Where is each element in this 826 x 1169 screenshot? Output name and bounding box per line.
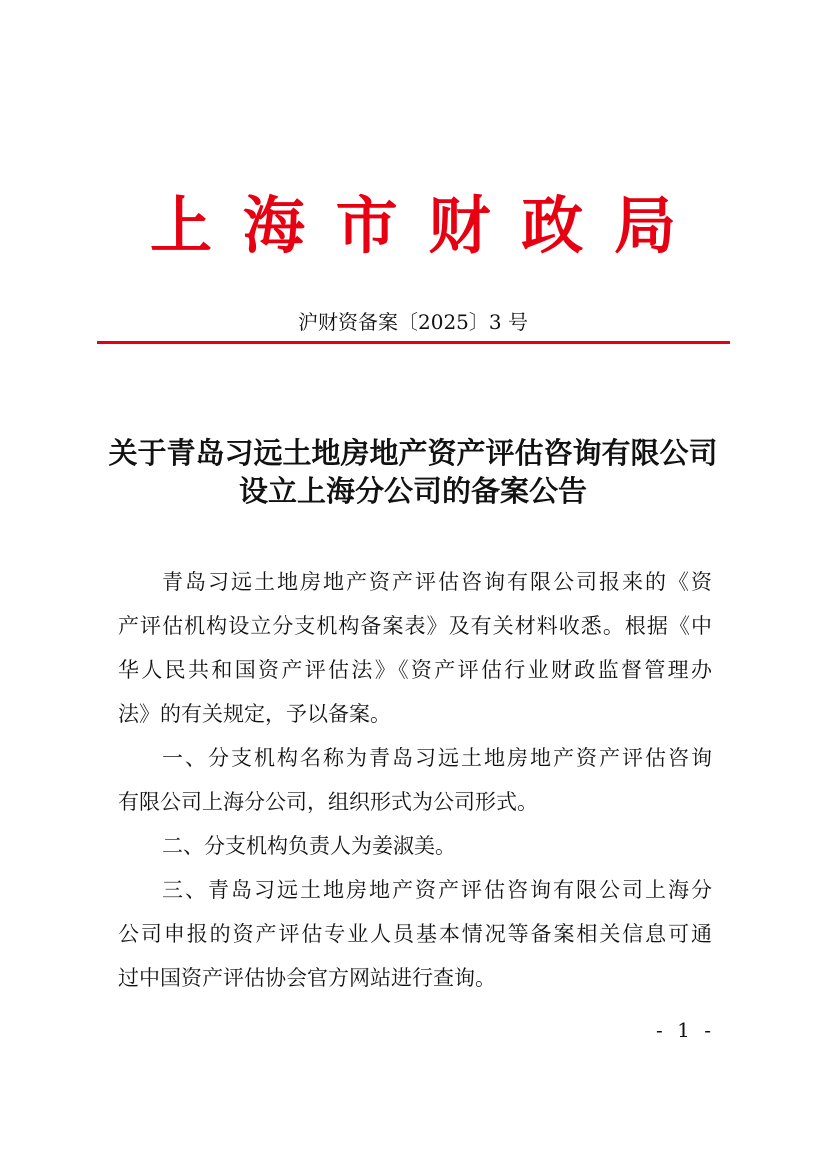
body-text-line: 青岛习远土地房地产资产评估咨询有限公司报来的《资 (162, 570, 712, 594)
masthead-char: 海 (242, 189, 305, 262)
masthead-char: 上 (150, 189, 213, 262)
masthead-char: 局 (613, 189, 676, 262)
body-text-line: 一、分支机构名称为青岛习远土地房地产资产评估咨询 (162, 746, 712, 770)
body-text-line: 公司申报的资产评估专业人员基本情况等备案相关信息可通 (118, 922, 712, 946)
title-line: 设立上海分公司的备案公告 (238, 474, 587, 508)
body-text-line: 法》的有关规定，予以备案。 (118, 702, 391, 726)
body-text-line: 过中国资产评估协会官方网站进行查询。 (118, 966, 496, 990)
masthead-char: 财 (428, 189, 491, 262)
body-text-line: 三、青岛习远土地房地产资产评估咨询有限公司上海分 (162, 878, 712, 902)
document-number: 沪财资备案〔2025〕3 号 (298, 310, 528, 334)
red-divider (97, 341, 730, 344)
body-text-line: 二、分支机构负责人为姜淑美。 (162, 834, 456, 858)
document-title (0, 434, 826, 510)
body-text-line: 华人民共和国资产评估法》《资产评估行业财政监督管理办 (118, 658, 712, 682)
masthead-char: 市 (335, 189, 398, 262)
document-body (118, 564, 712, 1004)
issuer-masthead (150, 188, 676, 264)
page-number: - 1 - (656, 1018, 715, 1042)
body-text-line: 有限公司上海分公司，组织形式为公司形式。 (118, 790, 538, 814)
title-line: 关于青岛习远土地房地产资产评估咨询有限公司 (108, 436, 718, 470)
body-text-line: 产评估机构设立分支机构备案表》及有关材料收悉。根据《中 (118, 614, 712, 638)
masthead-char: 政 (521, 189, 584, 262)
